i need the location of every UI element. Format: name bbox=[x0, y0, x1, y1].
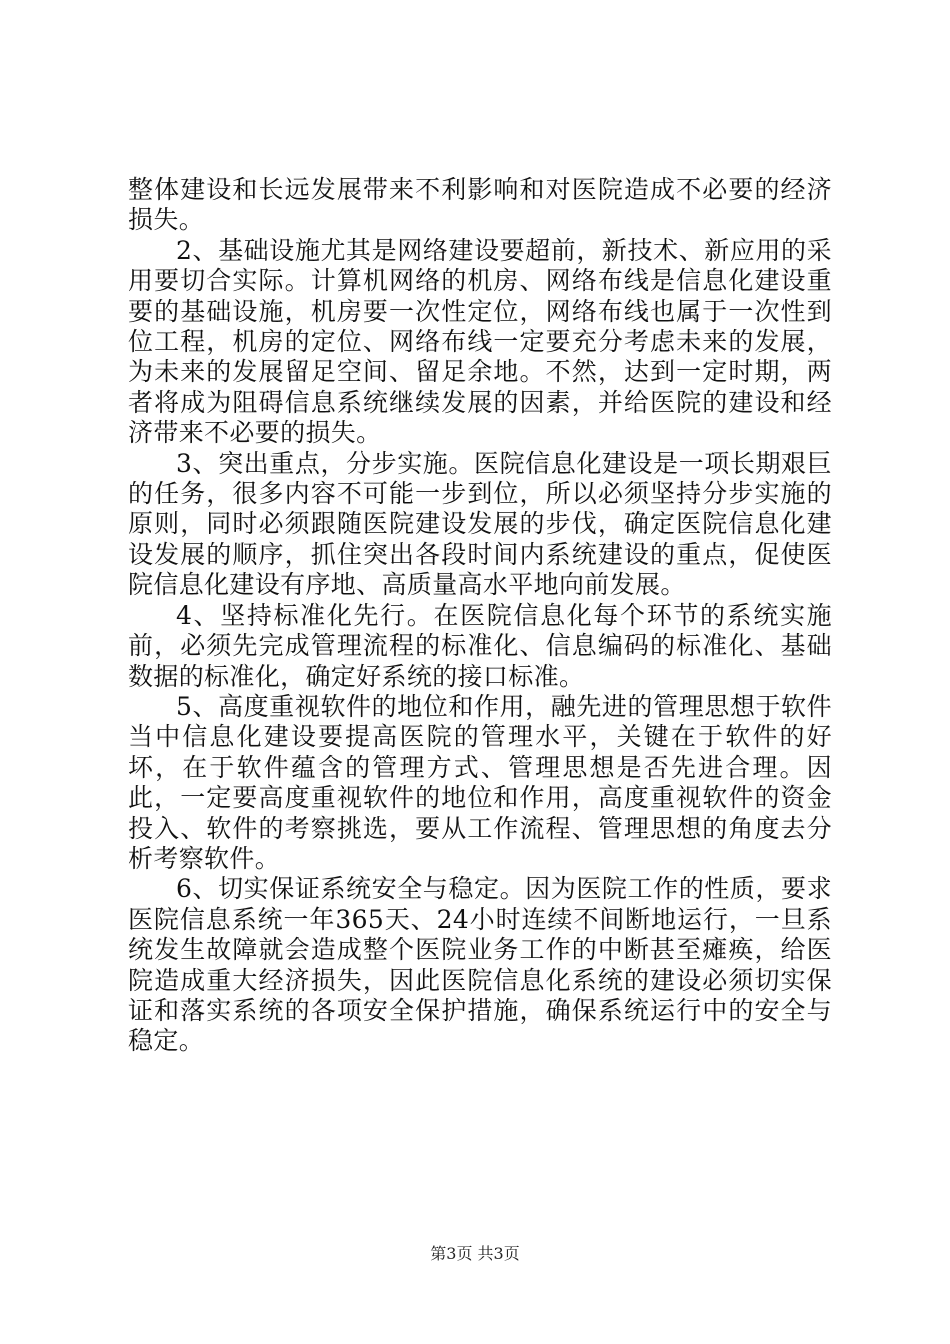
paragraph-item-6: 6、切实保证系统安全与稳定。因为医院工作的性质，要求医院信息系统一年365天、24小时连续不间断地运行，一旦系统发生故障就会造成整个医院业务工作的中断甚至瘫痪，给医院造成重大经济损失，因此医院信息化系统的建设必须切实保证和落实系统的各项安全保护措施，确保系统运行中的安全与稳定。 bbox=[128, 874, 832, 1056]
paragraph-item-2: 2、基础设施尤其是网络建设要超前，新技术、新应用的采用要切合实际。计算机网络的机房、网络布线是信息化建设重要的基础设施，机房要一次性定位，网络布线也属于一次性到位工程，机房的定位、网络布线一定要充分考虑未来的发展，为未来的发展留足空间、留足余地。不然，达到一定时期，两者将成为阻碍信息系统继续发展的因素，并给医院的建设和经济带来不必要的损失。 bbox=[128, 235, 832, 448]
paragraph-item-3: 3、突出重点，分步实施。医院信息化建设是一项长期艰巨的任务，很多内容不可能一步到位，所以必须坚持分步实施的原则，同时必须跟随医院建设发展的步伐，确定医院信息化建设发展的顺序，抓住突出各段时间内系统建设的重点，促使医院信息化建设有序地、高质量高水平地向前发展。 bbox=[128, 448, 832, 600]
page-number-footer: 第3页 共3页 bbox=[430, 1244, 520, 1263]
paragraph-item-4: 4、坚持标准化先行。在医院信息化每个环节的系统实施前，必须先完成管理流程的标准化、信息编码的标准化、基础数据的标准化，确定好系统的接口标准。 bbox=[128, 600, 832, 691]
paragraph-continuation: 整体建设和长远发展带来不利影响和对医院造成不必要的经济损失。 bbox=[128, 175, 832, 235]
document-body bbox=[128, 175, 832, 1057]
paragraph-item-5: 5、高度重视软件的地位和作用，融先进的管理思想于软件当中信息化建设要提高医院的管理水平，关键在于软件的好坏，在于软件蕴含的管理方式、管理思想是否先进合理。因此，一定要高度重视软件的地位和作用，高度重视软件的资金投入、软件的考察挑选，要从工作流程、管理思想的角度去分析考察软件。 bbox=[128, 691, 832, 873]
